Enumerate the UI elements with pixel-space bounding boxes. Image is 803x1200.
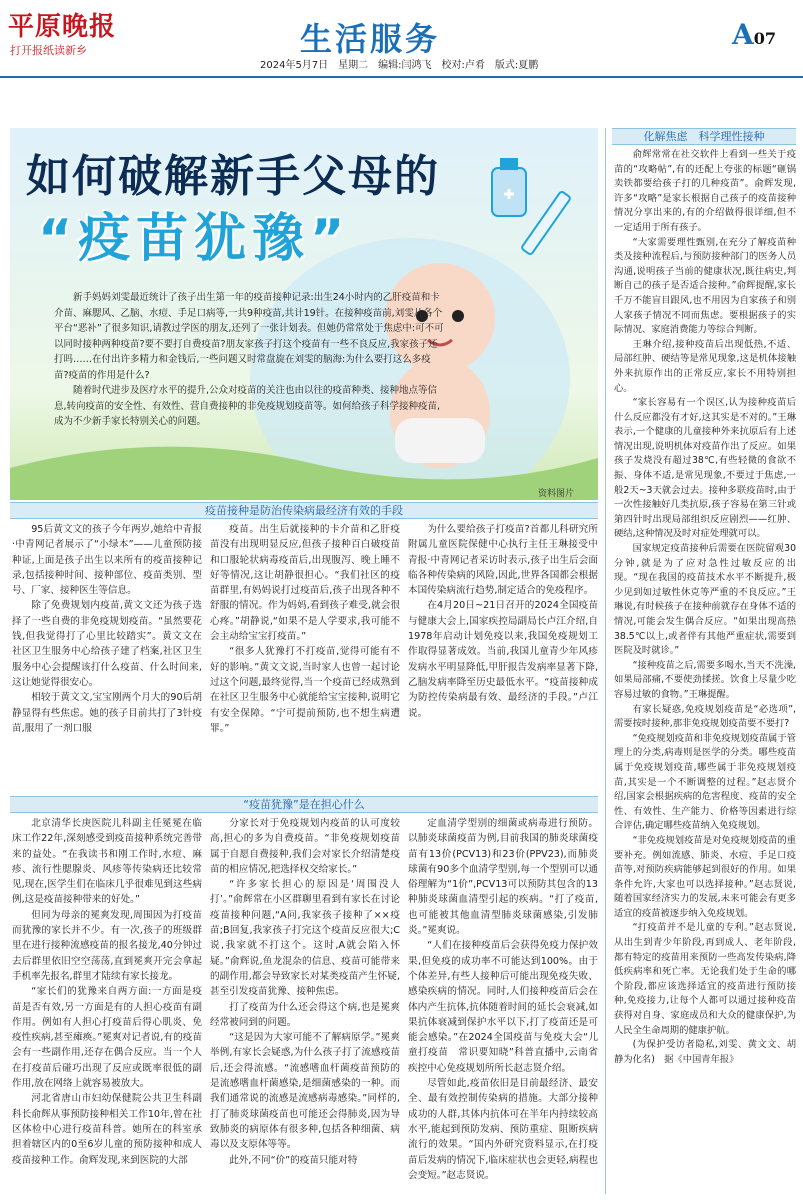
paragraph: “许多家长担心的原因是‘周围没人打’。”俞辉常在小区群聊里看到有家长在讨论疫苗接种问题,“A问,我家孩子接种了××疫苗;B回复,我家孩子打完这个疫苗反应很大;C说,我家就不打这个。这时,A就会陷入怀疑。”俞辉说,鱼龙混杂的信息、疫苗可能带来的副作用,都会导致家长对某类疫苗产生怀疑,甚至引发疫苗犹豫、接种焦虑。 <box>210 879 400 998</box>
newspaper-logo: 平原晚报 <box>8 12 117 42</box>
paragraph: “这是因为大家可能不了解病原学。”冕爽举例,有家长会疑惑,为什么孩子打了流感疫苗后,还会得流感。“流感嗜血杆菌疫苗预防的是流感嗜血杆菌感染,是细菌感染的一种。而我们通常说的流感是流感病毒感染。”同样的,打了肺炎球菌疫苗也可能还会得肺炎,因为导致肺炎的病原体有很多种,包括各种细菌、病毒以及支原体等等。 <box>210 1032 400 1151</box>
s2-column-1 <box>12 816 202 1168</box>
intro-paragraph: 新手妈妈刘雯最近统计了孩子出生第一年的疫苗接种记录:出生24小时内的乙肝疫苗和卡介苗、麻腮风、乙脑、水痘、手足口病等,一共9种疫苗,共计19针。在接种疫苗前,刘雯从各个平台“恶补”了很多知识,请教过学医的朋友,还列了一张计划表。但她仍常常处于焦虑中:可不可以同时接种两种疫苗?要不要打自费疫苗?朋友家孩子打这个疫苗有一些不良反应,我家孩子还打吗……在付出许多精力和金钱后,一些问题又时常盘旋在刘雯的脑海:为什么要打这么多疫苗?疫苗的作用是什么? <box>54 292 444 381</box>
paragraph: “接种疫苗之后,需要多喝水,当天不洗澡,如果局部痛,不要使劲揉搓。饮食上尽量少吃容易过敏的食物。”王琳提醒。 <box>614 659 796 700</box>
column-divider <box>605 128 606 1194</box>
paragraph: 在4月20日~21日召开的2024全国疫苗与健康大会上,国家疾控局副局长卢江介绍,自1978年启动计划免疫以来,我国免疫规划工作取得显著成效。当前,我国儿童青少年风疹发病水平明显降低,甲肝报告发病率显著下降,乙脑发病率降至历史最低水平。“疫苗接种成为防控传染病最有效、最经济的手段。”卢江说。 <box>408 600 598 719</box>
paragraph: “人们在接种疫苗后会获得免疫力保护效果,但免疫的成功率不可能达到100%。由于个体差异,有些人接种后可能出现免疫失败、感染疾病的情况。同时,人们接种疫苗后会在体内产生抗体,抗体随着时间的延长会衰减,如果抗体衰减到保护水平以下,打了疫苗还是可能会感染。”在2024全国疫苗与免疫大会“儿童打疫苗 常识要知晓”科普直播中,云南省疾控中心免疫规划所所长赵志贤介绍。 <box>408 940 598 1074</box>
paragraph: 相较于黄文文,宝宝刚两个月大的90后胡静显得有些焦虑。她的孩子目前共打了3针疫苗,服用了一剂口服 <box>12 692 202 734</box>
s2-column-3 <box>408 816 598 1183</box>
paragraph: 打了疫苗为什么还会得这个病,也是冕爽经常被问到的问题。 <box>210 1001 400 1028</box>
paragraph: 疫苗。出生后就接种的卡介苗和乙肝疫苗没有出现明显反应,但孩子接种百白破疫苗和口服轮状病毒疫苗后,出现腹泻、晚上睡不好等情况,这让胡静很担心。“我们社区的疫苗群里,有妈妈说打过疫苗后,孩子出现各种不舒服的情况。作为妈妈,看到孩子难受,就会很心疼。”胡静说,“如果不是人学要求,我可能不会主动给宝宝打疫苗。” <box>210 524 400 643</box>
paragraph: 此外,不同“价”的疫苗只能对特 <box>229 1154 358 1166</box>
paragraph: 定血清学型别的细菌或病毒进行预防。以肺炎球菌疫苗为例,目前我国的肺炎球菌疫苗有13价(PCV13)和23价(PPV23),而肺炎球菌有90多个血清学型别,每一个型别可以通俗理解为“1价”,PCV13可以预防其包含的13种肺炎球菌血清型引起的疾病。“打了疫苗,也可能被其他血清型肺炎球菌感染,引发肺炎。”冕爽说。 <box>408 818 598 937</box>
paragraph: 北京清华长庚医院儿科副主任冕冕在临床工作22年,深刻感受到疫苗接种系统完善带来的益处。“在我读书和刚工作时,水痘、麻疹、流行性腮腺炎、风疹等传染病还比较常见,现在,医学生们在临床几乎很难见到这些病例,这是疫苗接种带来的好处。” <box>12 818 202 906</box>
intro-paragraph: 随着时代进步及医疗水平的提升,公众对疫苗的关注也由以往的疫苗种类、接种地点等信息,转向疫苗的安全性、有效性、营自费接种的非免疫规划疫苗等。如何给孩子科学接种疫苗,成为不少新手家长特别关心的问题。 <box>54 385 441 427</box>
headline-line2: “疫苗犹豫” <box>38 209 351 269</box>
section-heading-2: “疫苗犹豫”是在担心什么 <box>10 796 598 813</box>
page-number: A07 <box>732 18 776 51</box>
logo-slogan: 打开报纸读新乡 <box>10 44 87 57</box>
paragraph: 尽管如此,疫苗依旧是目前最经济、最安全、最有效控制传染病的措施。大部分接种成功的人群,其体内抗体可在半年内持续较高水平,能起到预防发病、预防重症、阻断疾病流行的效果。“国内外研究资料显示,在打疫苗后发病的情况下,临床症状也会更轻,病程也会变短。”赵志贤说。 <box>408 1078 598 1181</box>
paragraph: 有家长疑惑,免疫规划疫苗是“必选项”,需要按时接种,那非免疫规划疫苗要不要打? <box>614 703 796 730</box>
paragraph: 但同为母亲的冕爽发现,周围因为打疫苗而犹豫的家长并不少。有一次,孩子的班级群里在进行接种流感疫苗的报名接龙,40分钟过去后群里依旧空空荡荡,直到冕爽开完会拿起手机率先报名,群里才陆续有家长接龙。 <box>12 909 202 982</box>
paragraph: “很多人犹豫打不打疫苗,觉得可能有不好的影响。”黄文文说,当时家人也曾一起讨论过这个问题,最终觉得,当一个疫苗已经成熟到在社区卫生服务中心就能给宝宝接种,说明它有安全保障。“宁可提前预防,也不想生病遭罪。” <box>210 646 400 734</box>
paragraph: 河北省唐山市妇幼保健院公共卫生科副科长俞辉从事预防接种相关工作10年,曾在社区体检中心进行疫苗科普。她所在的科室承担着辖区内的0至6岁儿童的预防接种和成人疫苗接种工作。俞辉发现,来到医院的大部 <box>12 1093 202 1166</box>
headline-line1: 如何破解新手父母的 <box>26 151 440 202</box>
paragraph: 除了免费规划内疫苗,黄文文还为孩子选择了一些自费的非免疫规划疫苗。“虽然要花钱,但我觉得打了心里比较踏实”。黄文文在社区卫生服务中心给孩子建了档案,社区卫生服务中心会提醒该打什么疫苗、什么时间来,这让她觉得很安心。 <box>12 600 202 688</box>
section-title: 生活服务 <box>300 20 441 58</box>
paragraph: 王琳介绍,接种疫苗后出现低热,不适、局部红肿、硬结等是常见现象,这是机体接触外来抗原作出的正常反应,家长不用特别担心。 <box>614 338 796 394</box>
header-rule <box>0 76 803 78</box>
section-heading-3: 化解焦虑 科学理性接种 <box>612 128 796 145</box>
paragraph: “打疫苗并不是儿童的专利。”赵志贤说,从出生到青少年阶段,再到成人、老年阶段,都有特定的疫苗用来预防一些高发传染病,降低疾病率和死亡率。无论我们处于生命的哪个阶段,都应该选择适宜的疫苗进行预防接种,免疫接力,让每个人都可以通过接种疫苗获得对自身、家庭成员和大众的健康保护,为人民全生命周期的健康护航。 <box>614 922 796 1036</box>
s3-column <box>614 148 796 1067</box>
paragraph: “免疫规划疫苗和非免疫规划疫苗属于管理上的分类,病毒则是医学的分类。哪些疫苗属于免疫规划疫苗,哪些属于非免疫规划疫苗,其实是一个不断调整的过程。”赵志贤介绍,国家会根据疾病的危害程度、疫苗的安全性、有效性、生产能力、价格等因素进行综合评估,确定哪些疫苗纳入免疫规划。 <box>614 732 796 832</box>
paragraph: 分家长对于免疫规划内疫苗的认可度较高,担心的多为自费疫苗。“非免疫规划疫苗属于自愿自费接种,我们会对家长介绍清楚疫苗的相应情况,把选择权交给家长。” <box>210 818 400 875</box>
paragraph: “家长容易有一个误区,认为接种疫苗后什么反应都没有才好,这其实是不对的。”王琳表示,一个健康的儿童接种外来抗原后有上述情况出现,说明机体对疫苗作出了反应。如果孩子发烧没有超过38℃,有些轻微的食欲不振、身体不适,是常见现象,不要过于焦虑,一般2天~3天就会过去。接种多联疫苗时,由于一次性接触好几类抗原,孩子容易在第三针或第四针时出现局部组织反应剧烈——红肿、硬结,这种情况及时对症处理就可以。 <box>614 397 796 540</box>
s1-column-3 <box>408 522 598 721</box>
dateline: 2024年5月7日 星期二 编辑:闫鸿飞 校对:卢肴 版式:夏鹏 <box>260 60 539 71</box>
paragraph: 为什么要给孩子打疫苗?首都儿科研究所附属儿童医院保健中心执行主任王琳接受中青报·中青网记者采访时表示,孩子出生后会面临各种传染病的风险,因此,世界各国都会根据本国传染病流行趋势,制定适合的免疫程序。 <box>408 524 598 597</box>
paragraph: “大家需要理性甄别,在充分了解疫苗种类及接种流程后,与预防接种部门的医务人员沟通,说明孩子当前的健康状况,既往病史,判断自己的孩子是否适合接种。”俞辉提醒,家长千万不能盲目跟风,也不用因为自家孩子和别人家孩子情况不同而焦虑。要根据孩子的实际情况、家庭消费能力等综合判断。 <box>614 236 796 336</box>
paragraph: 95后黄文文的孩子今年两岁,她给中青报·中青网记者展示了“小绿本”——儿童预防接种证,上面是孩子出生以来所有的疫苗接种记录,包括接种时间、接种部位、疫苗类别、型号、厂家、接种医生等信息。 <box>12 524 202 597</box>
s2-column-2 <box>210 816 400 1168</box>
section-heading-1: 疫苗接种是防治传染病最经济有效的手段 <box>10 502 598 519</box>
paragraph: “家长们的犹豫来自两方面:一方面是疫苗是否有效,另一方面是有的人担心疫苗有副作用。例如有人担心打疫苗后得心肌炎、免疫性疾病,甚至瘫痪。”冕爽对记者说,有的疫苗会有一些副作用,还存在偶合反应。当一个人在打疫苗后碰巧出现了反应或既率很低的副作用,放在网络上就容易被放大。 <box>12 986 202 1090</box>
paragraph: “非免疫规划疫苗是对免疫规划疫苗的重要补充。例如流感、肺炎、水痘、手足口疫苗等,对预防疾病能够起到很好的作用。如果条件允许,大家也可以选择接种。”赵志贤说,随着国家经济实力的发展,未来可能会有更多适宜的疫苗被逐步纳入免疫规划。 <box>614 834 796 919</box>
s1-column-2 <box>210 522 400 736</box>
s1-column-1 <box>12 522 202 736</box>
paragraph: 国家规定疫苗接种后需要在医院留观30分钟,就是为了应对急性过敏反应的出现。“现在我国的疫苗技术水平不断提升,极少见到如过敏性休克等严重的不良反应。”王琳说,有时候孩子在接种前就存在身体不适的情况,可能会发生偶合反应。“如果出现高热38.5℃以上,或者伴有其他严重症状,需要到医院及时就诊。” <box>614 543 796 657</box>
masthead <box>0 0 803 70</box>
photo-credit: 资料图片 <box>538 489 575 499</box>
intro-text <box>54 290 444 430</box>
article-signoff: (为保护受访者隐私,刘雯、黄文文、胡静为化名) 据《中国青年报》 <box>614 1039 796 1065</box>
paragraph: 俞辉常常在社交软件上看到一些关于疫苗的“攻略帖”,有的还配上夸张的标题“砸锅卖铁都要给孩子打的几种疫苗”。俞辉发现,许多“攻略”是家长根据自己孩子的疫苗接种情况分享出来的,有的介绍做得很详细,但不一定适用于所有孩子。 <box>614 149 796 233</box>
